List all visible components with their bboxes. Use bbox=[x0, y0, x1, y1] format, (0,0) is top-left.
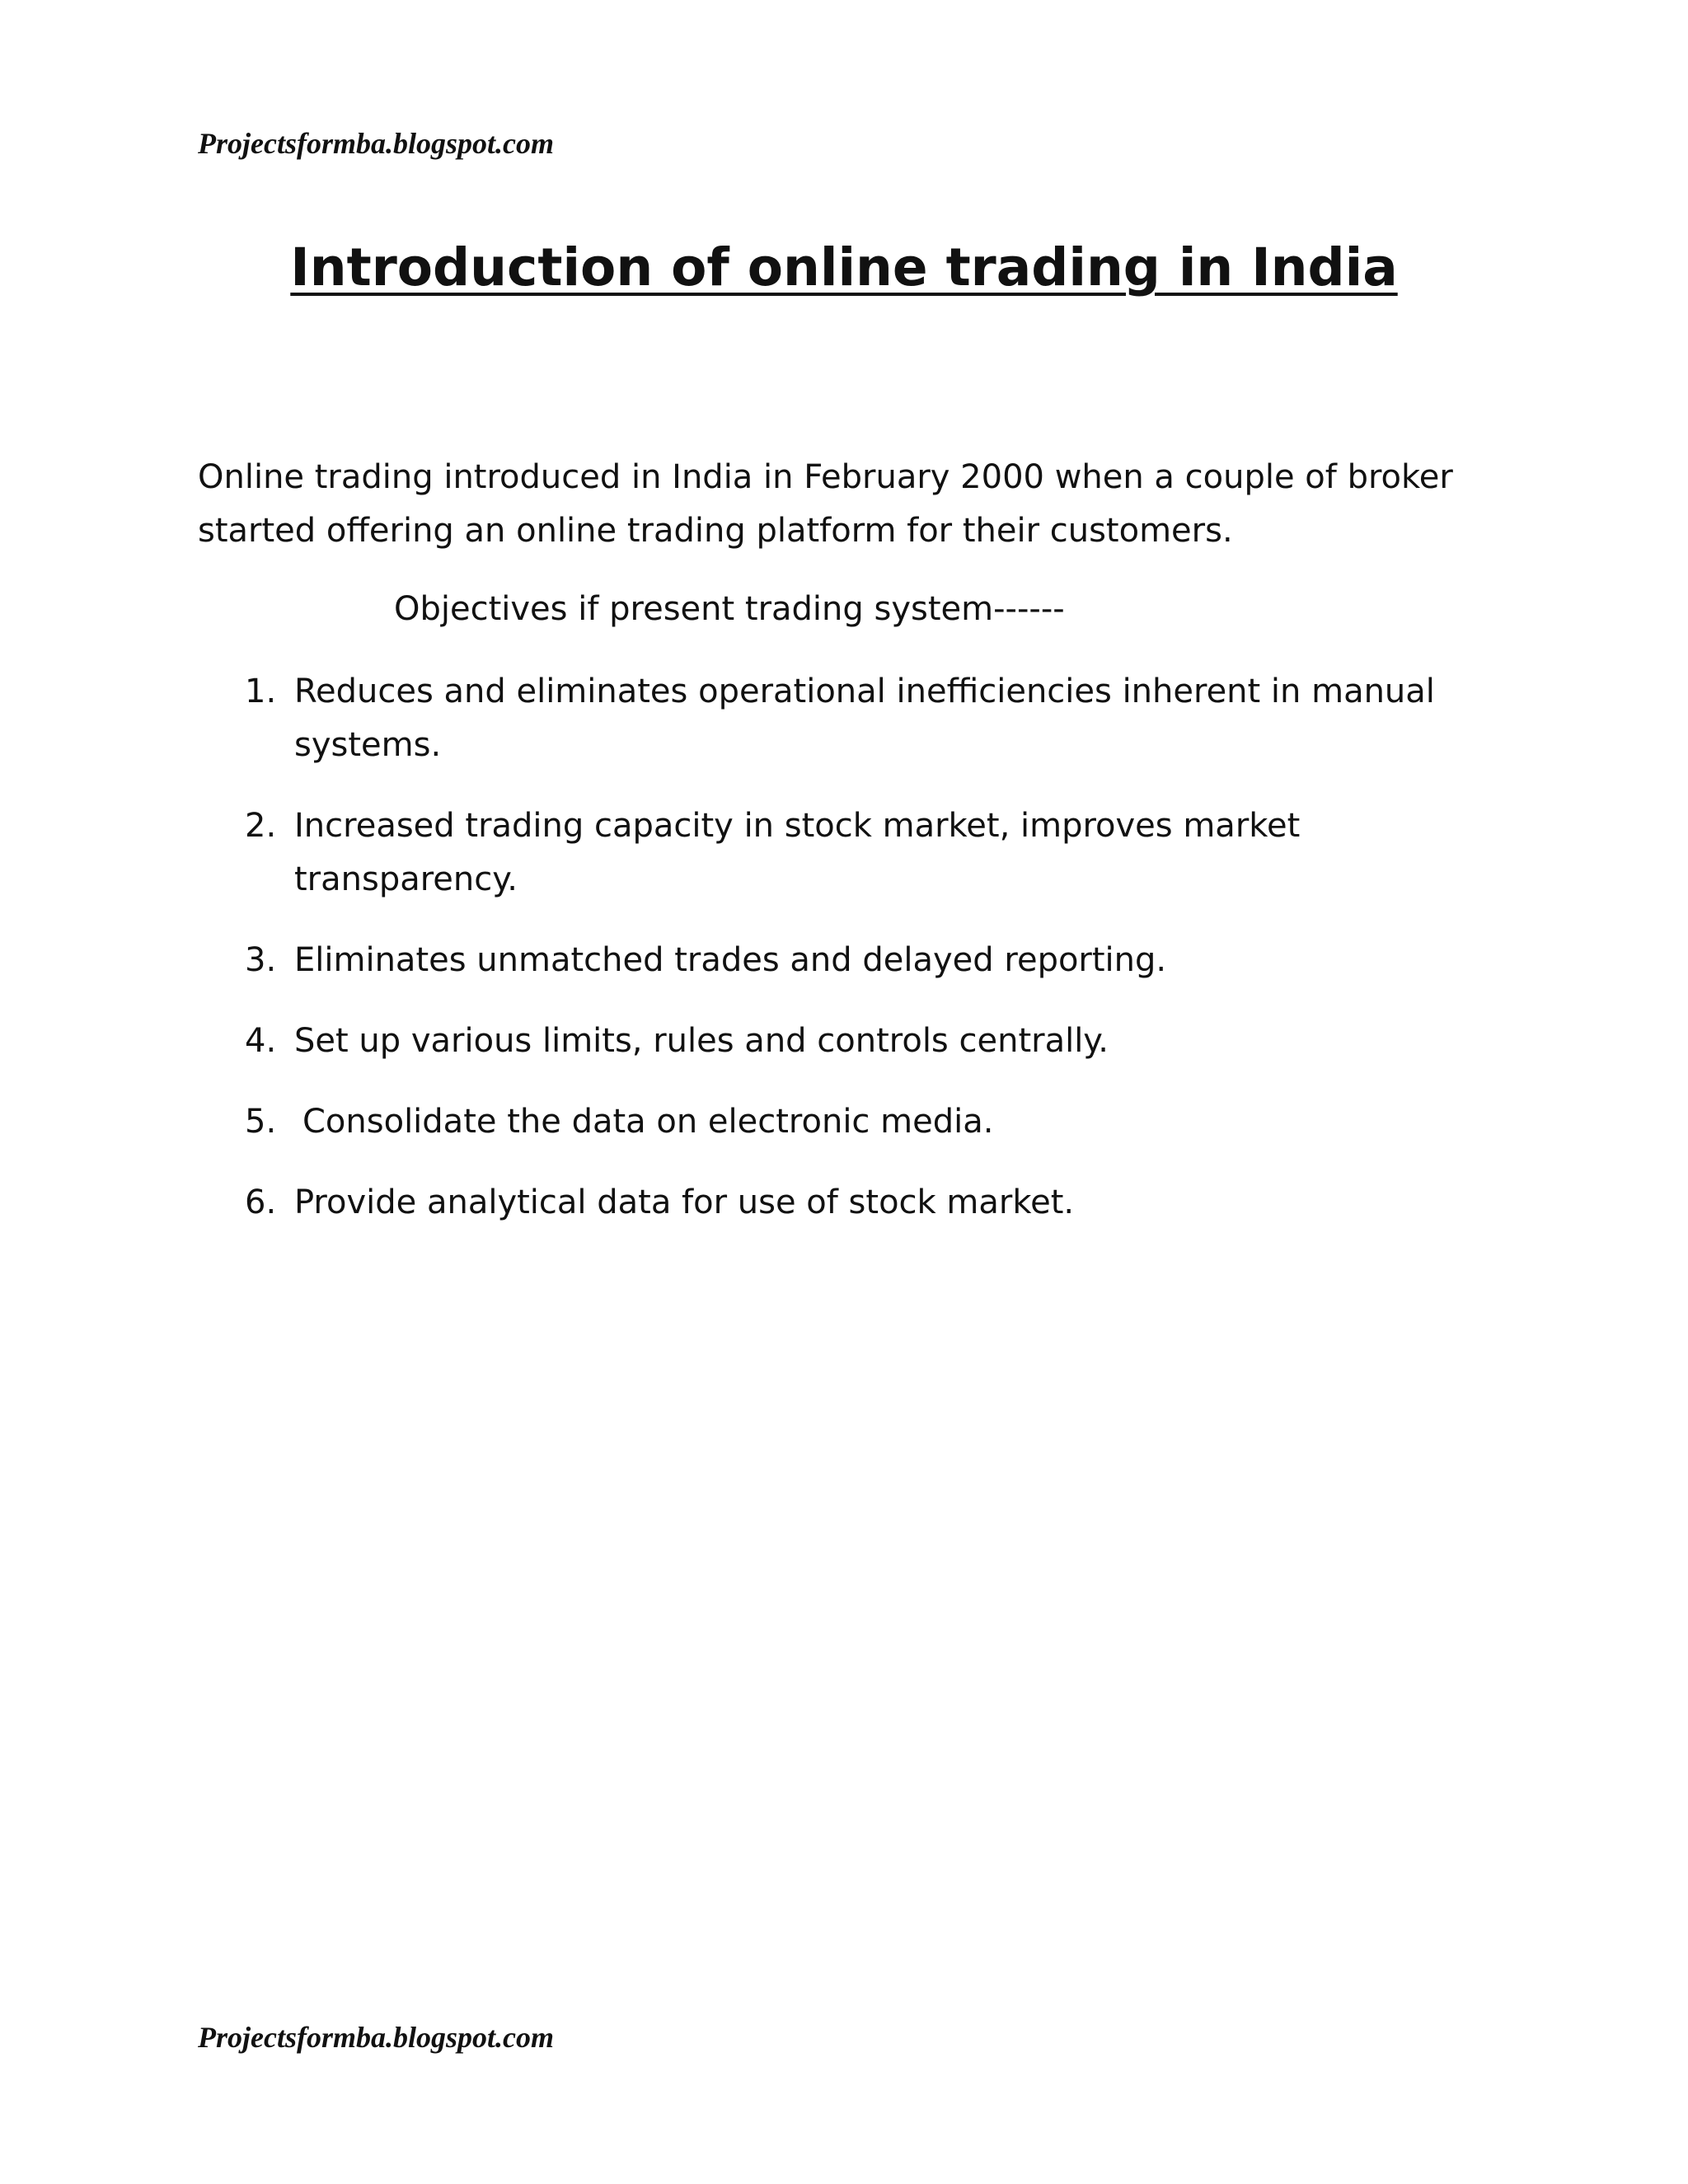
list-item bbox=[0, 665, 1531, 772]
page-title: Introduction of online trading in India bbox=[290, 237, 1398, 298]
list-item-number: 1. bbox=[245, 673, 277, 710]
list-item-number: 4. bbox=[245, 1022, 277, 1060]
list-item-text: Reduces and eliminates operational inefficiencies inherent in manual systems. bbox=[294, 673, 1435, 764]
list-item bbox=[0, 1095, 1531, 1149]
objectives-heading: Objectives if present trading system------ bbox=[394, 590, 1065, 628]
list-item-number: 2. bbox=[245, 807, 277, 845]
list-item bbox=[0, 1015, 1531, 1068]
objectives-list bbox=[0, 665, 1688, 1257]
list-item bbox=[0, 934, 1531, 987]
list-item-number: 5. bbox=[245, 1103, 277, 1141]
list-item-text: Increased trading capacity in stock market, improves market transparency. bbox=[294, 807, 1301, 898]
list-item-number: 3. bbox=[245, 941, 277, 979]
footer-site-link: Projectsformba.blogspot.com bbox=[198, 2021, 554, 2054]
list-item bbox=[0, 1176, 1531, 1230]
header-site-link: Projectsformba.blogspot.com bbox=[198, 127, 554, 160]
list-item-text: Consolidate the data on electronic media. bbox=[302, 1103, 994, 1141]
list-item-text: Set up various limits, rules and controls centrally. bbox=[294, 1022, 1109, 1060]
list-item-text: Provide analytical data for use of stock market. bbox=[294, 1183, 1075, 1221]
list-item bbox=[0, 799, 1531, 907]
intro-paragraph: Online trading introduced in India in February 2000 when a couple of broker started offering an online trading platform for their customers. bbox=[198, 458, 1453, 550]
list-item-number: 6. bbox=[245, 1183, 277, 1221]
list-item-text: Eliminates unmatched trades and delayed reporting. bbox=[294, 941, 1167, 979]
